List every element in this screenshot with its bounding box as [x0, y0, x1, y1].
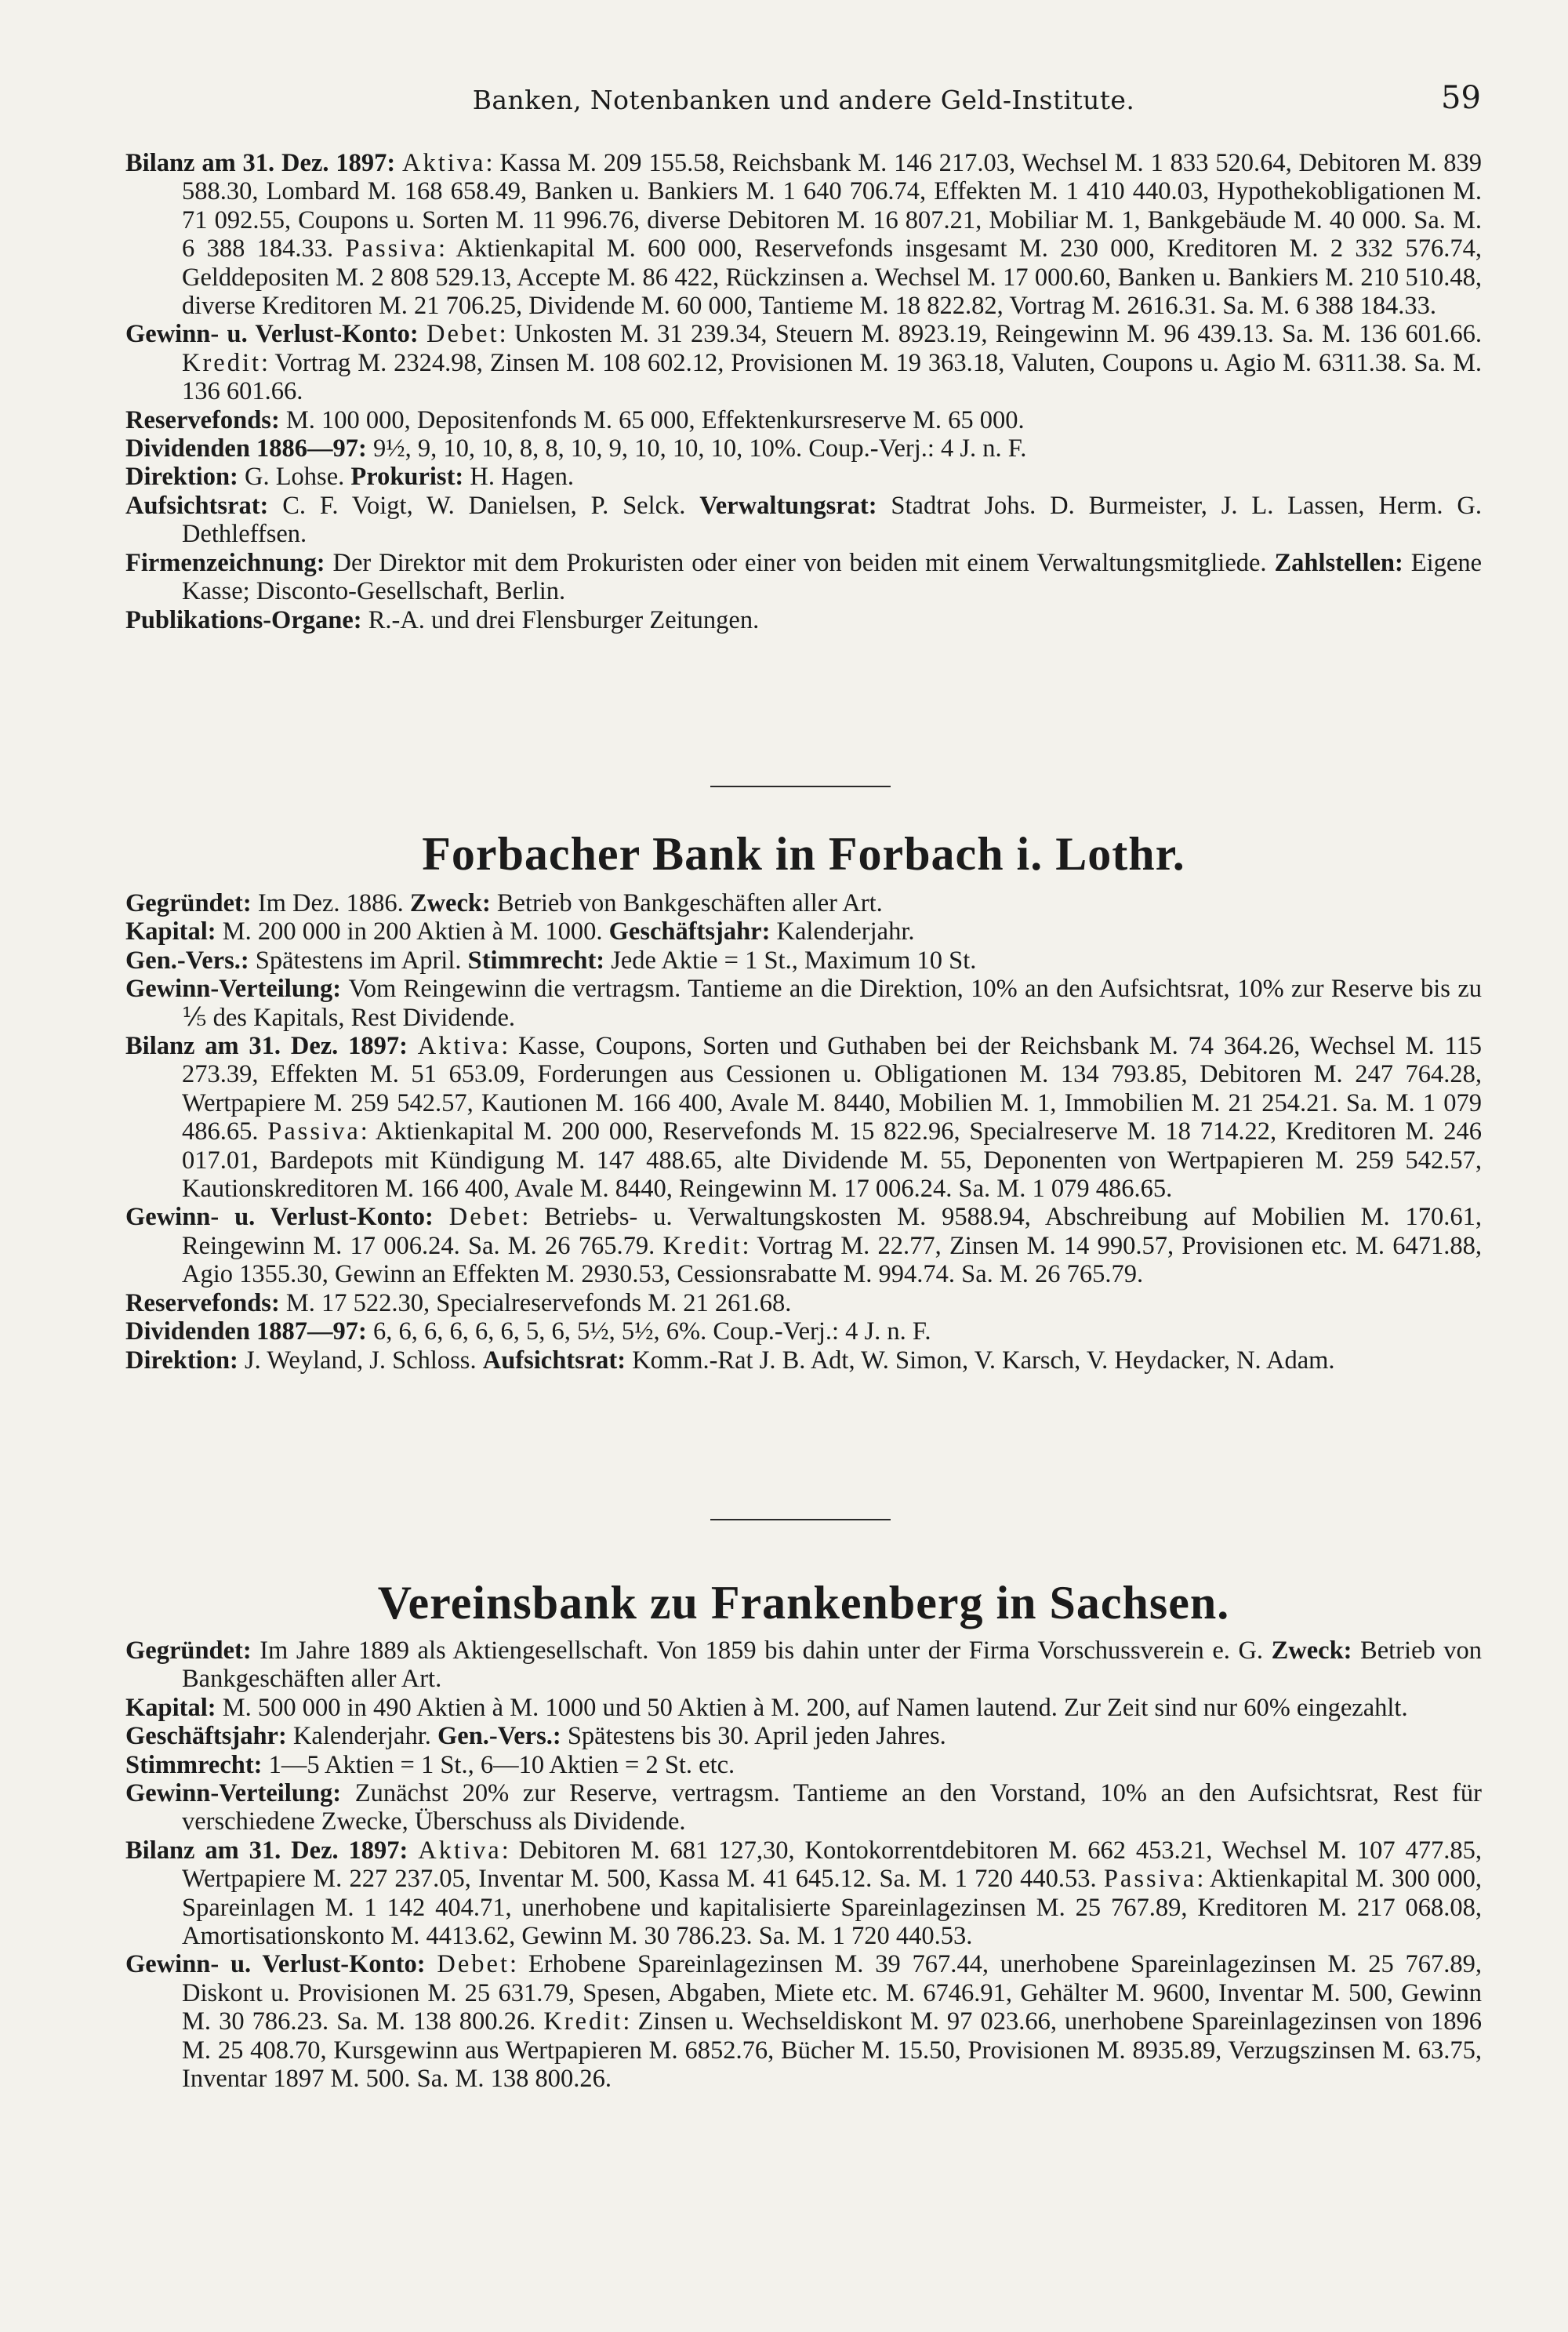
entry-text: Spätestens im April.: [255, 946, 468, 975]
entry-paragraph: [125, 463, 1482, 491]
entry-sublabel: Debet: [448, 1203, 522, 1232]
entry-paragraph: [125, 1722, 1482, 1750]
page-number: 59: [1441, 80, 1481, 116]
entry-label: Gewinn- u. Verlust-Konto:: [125, 1950, 437, 1979]
entry-sublabel: Aktiva: [417, 1032, 502, 1061]
entry-text: : Zinsen u. Wechseldiskont M. 97 023.66, unerhobene Spareinlagezinsen von 1896 M. 25 408.70, Kursgewinn aus Wertpapieren M. 6852.76, Bücher M. 15.50, Provisionen M. 8935.89, Verzugszinsen M. 63.75, Inventar 1897 M. 500. Sa. M. 138 800.26.: [182, 2007, 1482, 2094]
entry-label: Bilanz am 31. Dez. 1897:: [125, 1836, 419, 1865]
entry-label: Firmenzeichnung:: [125, 548, 333, 577]
entry-label: Aufsichtsrat:: [125, 491, 283, 520]
entry-label: Gegründet:: [125, 889, 258, 917]
entry-sublabel: Kredit: [182, 348, 262, 377]
entry-label: Direktion:: [125, 463, 245, 492]
entry-label: Gen.-Vers.:: [125, 946, 256, 975]
entry-paragraph: [125, 492, 1482, 549]
entry-text: M. 17 522.30, Specialreservefonds M. 21 261.68.: [285, 1288, 792, 1317]
entry-label: Kapital:: [125, 1693, 223, 1722]
entry-label: Zweck:: [409, 889, 497, 917]
entry-text: : Aktienkapital M. 200 000, Reservefonds M. 15 822.96, Specialreserve M. 18 714.22, Kreditoren M. 246 017.01, Bardepots mit Kündigung M. 147 488.65, alte Dividende M. 55, Deponenten von Wertpapieren M. 259 542.57, Kautionskreditoren M. 166 400, Avale M. 8440, Reingewinn M. 17 006.24. Sa. M. 1 079 486.65.: [182, 1117, 1482, 1204]
entry-text: 9½, 9, 10, 10, 8, 8, 10, 9, 10, 10, 10, 10%. Coup.-Verj.: 4 J. n. F.: [373, 434, 1027, 463]
entry-label: Gen.-Vers.:: [437, 1722, 568, 1751]
entry-paragraph: [125, 1203, 1482, 1288]
entry-text: : Unkosten M. 31 239.34, Steuern M. 8923.19, Reingewinn M. 96 439.13. Sa. M. 136 601.66.: [499, 320, 1482, 349]
entry-label: Verwaltungsrat:: [699, 491, 891, 520]
entry-label: Gewinn- u. Verlust-Konto:: [125, 1203, 449, 1232]
running-header: Banken, Notenbanken und andere Geld-Institute.: [472, 85, 1135, 115]
entry-paragraph: [125, 917, 1482, 946]
entry-paragraph: [125, 1346, 1482, 1375]
entry-paragraph: [125, 1950, 1482, 2093]
entry-text: Im Jahre 1889 als Aktiengesellschaft. Von 1859 bis dahin unter der Firma Vorschussverein e. G.: [260, 1636, 1272, 1665]
entry-label: Dividenden 1887—97:: [125, 1317, 374, 1346]
entry-label: Zweck:: [1271, 1636, 1361, 1665]
entry-label: Gewinn-Verteilung:: [125, 1779, 355, 1808]
entry-text: : Betriebs- u. Verwaltungskosten M. 9588.94, Abschreibung auf Mobilien M. 170.61, Reingewinn M. 17 006.24. Sa. M. 26 765.79.: [182, 1203, 1483, 1260]
entry-text: Betrieb von Bankgeschäften aller Art.: [496, 889, 883, 917]
entry-paragraph: [125, 1032, 1482, 1203]
entry-text: Jede Aktie = 1 St., Maximum 10 St.: [611, 946, 977, 975]
entry-paragraph: [125, 1289, 1482, 1317]
entry-label: Publikations-Organe:: [125, 605, 368, 634]
entry-paragraph: [125, 434, 1482, 463]
entry-sublabel: Kredit: [662, 1231, 742, 1260]
entry-text: Kalenderjahr.: [292, 1722, 438, 1751]
entry-paragraph: [125, 889, 1482, 917]
entry-text: : Vortrag M. 2324.98, Zinsen M. 108 602.12, Provisionen M. 19 363.18, Valuten, Coupons u. Agio M. 6311.38. Sa. M. 136 601.66.: [182, 348, 1482, 406]
entry-paragraph: [125, 1317, 1482, 1346]
entry-text: 1—5 Aktien = 1 St., 6—10 Aktien = 2 St. etc.: [268, 1750, 735, 1779]
entry-sublabel: Passiva: [1103, 1865, 1197, 1894]
entry-label: Reservefonds:: [125, 1288, 286, 1317]
forbacher-bank-entries: [125, 889, 1482, 1375]
entry-label: Geschäftsjahr:: [125, 1722, 293, 1751]
entry-paragraph: [125, 1779, 1482, 1836]
entry-text: Zunächst 20% zur Reserve, vertragsm. Tantieme an den Vorstand, 10% an den Aufsichtsrat, Rest für verschiedene Zwecke, Überschuss als Dividende.: [182, 1779, 1483, 1836]
entry-label: Direktion:: [125, 1346, 245, 1375]
entry-paragraph: [125, 1751, 1482, 1779]
entry-paragraph: [125, 320, 1482, 405]
entry-text: M. 200 000 in 200 Aktien à M. 1000.: [222, 917, 609, 946]
entry-label: Dividenden 1886—97:: [125, 434, 374, 463]
entry-text: : Erhobene Spareinlagezinsen M. 39 767.44, unerhobene Spareinlagezinsen M. 25 767.89, Diskont u. Provisionen M. 25 631.79, Spesen, Abgaben, Miete etc. M. 6746.91, Gehälter M. 9600, Inventar M. 500, Gewinn M. 30 786.23. Sa. M. 138 800.26.: [182, 1950, 1482, 2036]
entry-text: M. 100 000, Depositenfonds M. 65 000, Effektenkursreserve M. 65 000.: [285, 405, 1025, 434]
entry-text: 6, 6, 6, 6, 6, 6, 5, 6, 5½, 5½, 6%. Coup.-Verj.: 4 J. n. F.: [373, 1317, 931, 1346]
entry-text: M. 500 000 in 490 Aktien à M. 1000 und 50 Aktien à M. 200, auf Namen lautend. Zur Zeit sind nur 60% eingezahlt.: [222, 1693, 1408, 1722]
entry-sublabel: Kredit: [543, 2007, 623, 2036]
entry-label: Bilanz am 31. Dez. 1897:: [125, 149, 403, 177]
entry-paragraph: [125, 975, 1482, 1032]
frankenberg-bank-entries: [125, 1636, 1482, 2094]
entry-text: Vom Reingewinn die vertragsm. Tantieme an die Direktion, 10% an den Aufsichtsrat, 10% zur Reserve bis zu ⅕ des Kapitals, Rest Dividende.: [182, 975, 1482, 1032]
frankenberg-bank-section: [125, 1576, 1482, 2094]
entry-text: Betrieb von Bankgeschäften aller Art.: [182, 1636, 1483, 1694]
entry-text: : Kassa M. 209 155.58, Reichsbank M. 146 217.03, Wechsel M. 1 833 520.64, Debitoren M. 839 588.30, Lombard M. 168 658.49, Banken u. Bankiers M. 1 640 706.74, Effekten M. 1 410 440.03, Hypothekobligationen M. 71 092.55, Coupons u. Sorten M. 11 996.76, diverse Debitoren M. 16 807.21, Mobiliar M. 1, Bankgebäude M. 40 000. Sa. M. 6 388 184.33.: [182, 149, 1483, 263]
entry-label: Prokurist:: [350, 463, 470, 492]
entry-text: Der Direktor mit dem Prokuristen oder einer von beiden mit einem Verwaltungsmitgliede.: [332, 548, 1275, 577]
forbacher-bank-section: [125, 827, 1482, 1375]
entry-label: Bilanz am 31. Dez. 1897:: [125, 1032, 418, 1061]
entry-sublabel: Aktiva: [402, 149, 486, 177]
entry-paragraph: [125, 549, 1482, 606]
previous-bank-section: [125, 149, 1482, 634]
entry-text: : Aktienkapital M. 300 000, Spareinlagen M. 1 142 404.71, unerhobene und kapitalisierte Spareinlagezinsen M. 25 767.89, Kreditoren M. 217 068.08, Amortisationskonto M. 4413.62, Gewinn M. 30 786.23. Sa. M. 1 720 440.53.: [182, 1865, 1482, 1951]
entry-text: Komm.-Rat J. B. Adt, W. Simon, V. Karsch, V. Heydacker, N. Adam.: [632, 1346, 1335, 1375]
entry-text: : Vortrag M. 22.77, Zinsen M. 14 990.57, Provisionen etc. M. 6471.88, Agio 1355.30, Gewinn an Effekten M. 2930.53, Cessionsrabatte M. 994.74. Sa. M. 26 765.79.: [182, 1231, 1482, 1289]
entry-paragraph: [125, 946, 1482, 975]
entry-sublabel: Aktiva: [418, 1836, 502, 1865]
entry-text: G. Lohse.: [244, 463, 351, 492]
entry-paragraph: [125, 1694, 1482, 1722]
previous-bank-entries: [125, 149, 1482, 634]
entry-sublabel: Passiva: [267, 1117, 361, 1146]
entry-label: Gewinn- u. Verlust-Konto:: [125, 320, 426, 349]
entry-label: Kapital:: [125, 917, 223, 946]
entry-sublabel: Passiva: [345, 234, 438, 263]
entry-text: R.-A. und drei Flensburger Zeitungen.: [368, 605, 760, 634]
section-divider: [710, 786, 891, 787]
section-divider: [710, 1519, 891, 1520]
entry-text: J. Weyland, J. Schloss.: [244, 1346, 483, 1375]
entry-label: Gewinn-Verteilung:: [125, 975, 349, 1004]
section-title: Forbacher Bank in Forbach i. Lothr.: [422, 828, 1185, 880]
entry-text: : Aktienkapital M. 600 000, Reservefonds insgesamt M. 230 000, Kreditoren M. 2 332 576.74, Gelddepositen M. 2 808 529.13, Accepte M. 86 422, Rückzinsen a. Wechsel M. 17 000.60, Banken u. Bankiers M. 210 510.48, diverse Kreditoren M. 21 706.25, Dividende M. 60 000, Tantieme M. 18 822.82, Vortrag M. 2616.31. Sa. M. 6 388 184.33.: [182, 234, 1482, 321]
entry-text: C. F. Voigt, W. Danielsen, P. Selck.: [282, 491, 700, 520]
entry-label: Stimmrecht:: [125, 1750, 269, 1779]
entry-text: Eigene Kasse; Disconto-Gesellschaft, Berlin.: [182, 548, 1482, 606]
entry-sublabel: Debet: [437, 1950, 510, 1979]
entry-label: Aufsichtsrat:: [482, 1346, 633, 1375]
entry-paragraph: [125, 1636, 1482, 1694]
entry-text: Stadtrat Johs. D. Burmeister, J. L. Lassen, Herm. G. Dethleffsen.: [182, 491, 1483, 549]
entry-paragraph: [125, 606, 1482, 634]
entry-label: Zahlstellen:: [1274, 548, 1411, 577]
entry-paragraph: [125, 406, 1482, 434]
entry-label: Geschäftsjahr:: [608, 917, 777, 946]
entry-paragraph: [125, 149, 1482, 320]
entry-text: : Kasse, Coupons, Sorten und Guthaben bei der Reichsbank M. 74 364.26, Wechsel M. 115 273.39, Effekten M. 51 653.09, Forderungen aus Cessionen u. Obligationen M. 134 793.85, Debitoren M. 247 764.28, Wertpapiere M. 259 542.57, Kautionen M. 166 400, Avale M. 8440, Mobilien M. 1, Immobilien M. 21 254.21. Sa. M. 1 079 486.65.: [182, 1032, 1482, 1146]
entry-label: Reservefonds:: [125, 405, 286, 434]
entry-sublabel: Debet: [426, 320, 499, 349]
entry-text: Spätestens bis 30. April jeden Jahres.: [567, 1722, 946, 1751]
entry-paragraph: [125, 1836, 1482, 1951]
entry-text: Im Dez. 1886.: [257, 889, 410, 917]
entry-label: Stimmrecht:: [467, 946, 612, 975]
section-title: Vereinsbank zu Frankenberg in Sachsen.: [377, 1577, 1230, 1629]
entry-text: : Debitoren M. 681 127,30, Kontokorrentdebitoren M. 662 453.21, Wechsel M. 107 477.85, Wertpapiere M. 227 237.05, Inventar M. 500, Kassa M. 41 645.12. Sa. M. 1 720 440.53.: [182, 1836, 1482, 1894]
entry-text: H. Hagen.: [470, 463, 575, 492]
entry-text: Kalenderjahr.: [776, 917, 915, 946]
entry-label: Gegründet:: [125, 1636, 260, 1665]
